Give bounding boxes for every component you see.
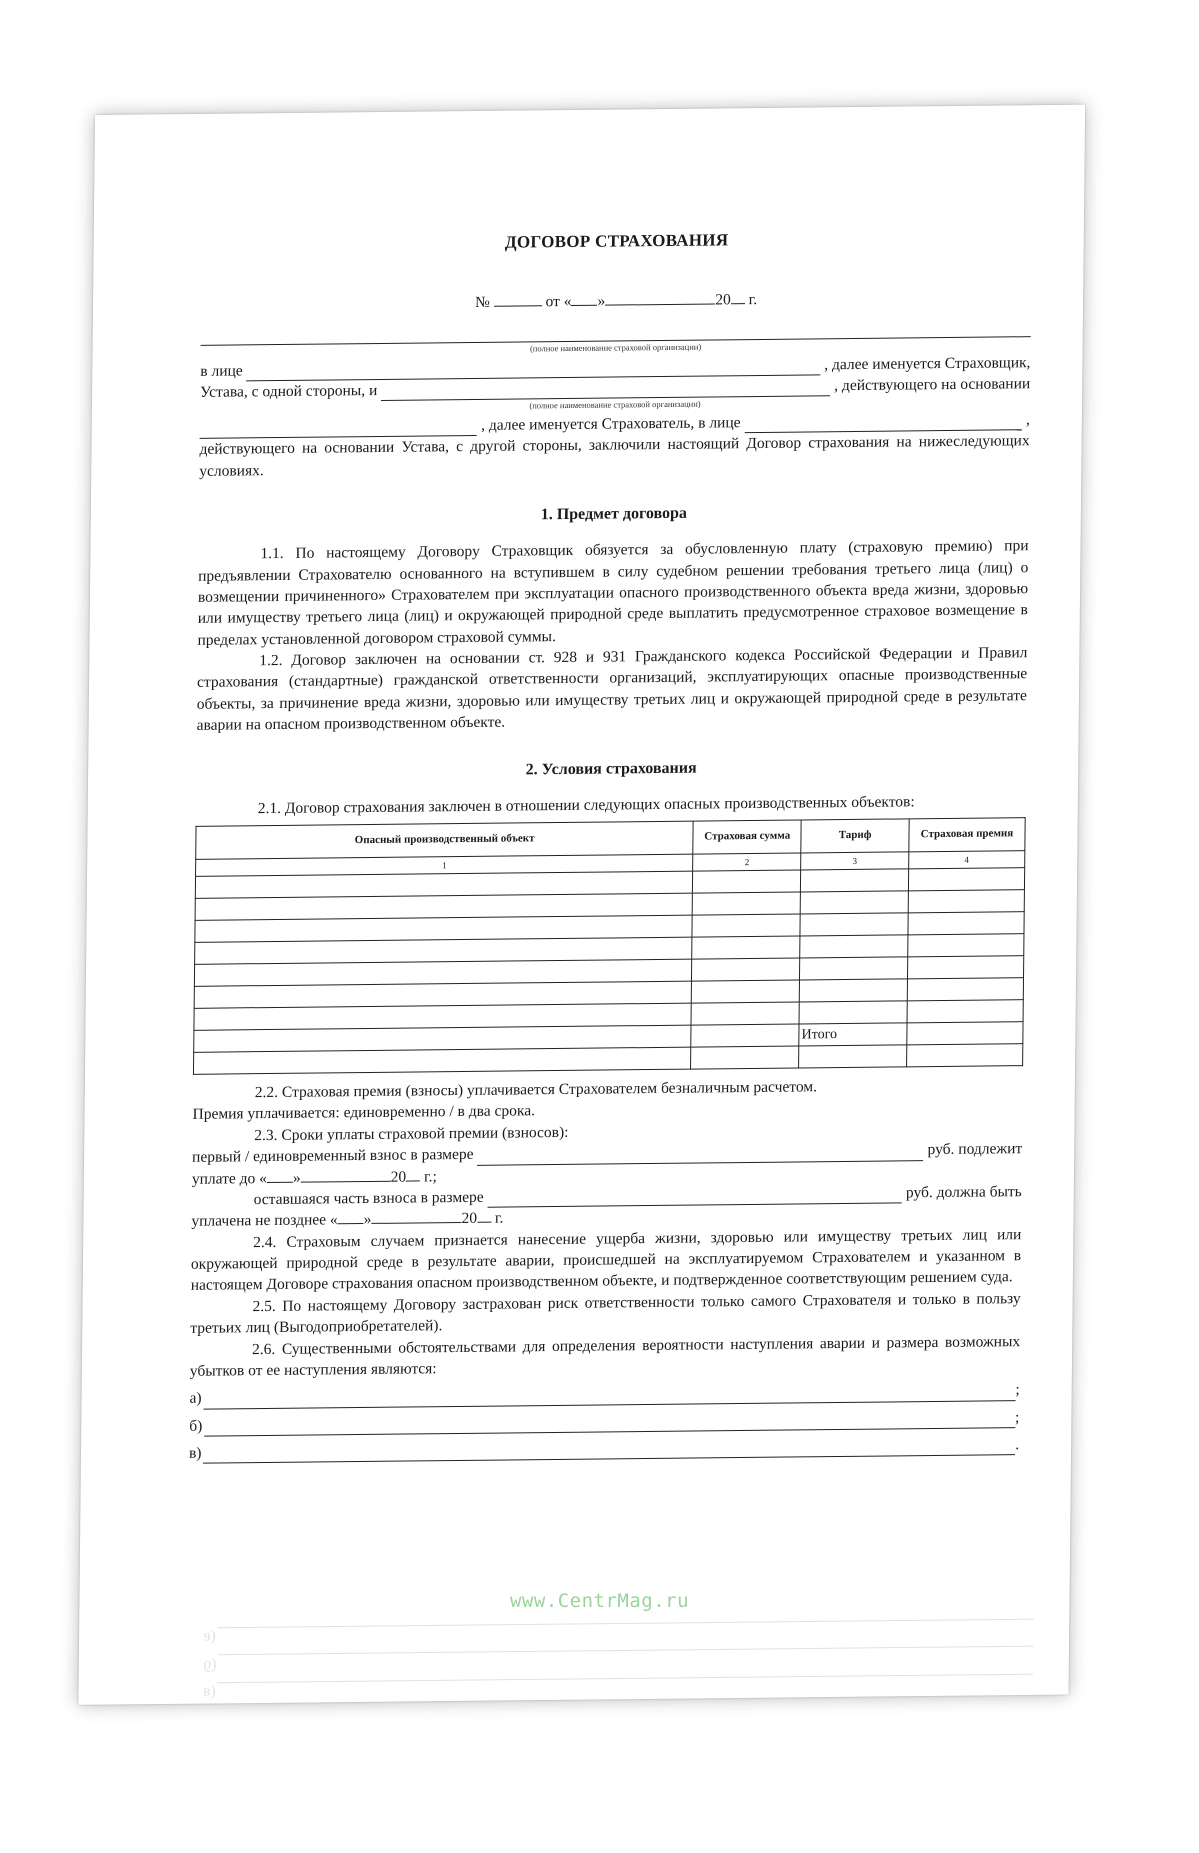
section2-heading: 2. Условия страхования [525, 759, 697, 778]
clause-2-1: 2.1. Договор страхования заключен в отношении следующих опасных производственных объектов: [257, 792, 915, 817]
insurer-named-text: , далее именуется Страховщик, [824, 353, 1031, 373]
first-installment-text: первый / единовременный взнос в размере [191, 1146, 474, 1166]
col-header-premium: Страховая премия [909, 818, 1025, 852]
clause-1-1: 1.1. По настоящему Договору Страховщик обязуется за обусловленную плату (страховую премию) при предъявлении Страхователю основанного на вступившем в силу судебном решении требования третьего лица (лиц) о возмещении причиненного» Страхователем при эксплуатации опасного производственного объекта вреда жизни, здоровью или имуществу третьего лица (лиц) и окружающей природной среде выплатить предусмотренное страховое возмещение в пределах установленной договором страховой суммы. [197, 537, 1029, 649]
clause-2-3: 2.3. Сроки уплаты страховой премии (взносов): [254, 1123, 569, 1144]
col-number-4: 4 [909, 851, 1025, 869]
year-prefix: 20 [715, 291, 731, 309]
day-blank[interactable] [571, 291, 597, 306]
number-sign: № [474, 294, 490, 312]
reflection-fade [0, 1705, 1199, 1853]
col-number-3: 3 [801, 852, 909, 870]
insured-row: , далее именуется Страхователь, в лице , [200, 409, 1030, 439]
list-item: в) . [189, 1434, 1019, 1464]
date-quote: » [597, 293, 606, 311]
clause-2-2: 2.2. Страховая премия (взносы) уплачивается Страхователем безналичным расчетом. [254, 1078, 818, 1102]
col-number-2: 2 [693, 853, 801, 871]
objects-table [193, 817, 1026, 1075]
clause-2-4: 2.4. Страховым случаем признается нанесение ущерба жизни, здоровью или имуществу третьих лиц или окружающей природной среде в результате аварии, происшедшей на эксплуатируемом Страхователем и указанном в настоящем Договоре страхования опасном производственном объекте, и подтвержденное соответствующим решением суда. [190, 1225, 1022, 1295]
insured-caption: (полное наименование страховой организации) [529, 398, 701, 411]
clause-2-6: 2.6. Существенными обстоятельствами для определения вероятности наступления аварии и размера возможных убытков от ее наступления являются: [189, 1332, 1021, 1380]
number-blank[interactable] [494, 292, 542, 308]
total-value[interactable] [907, 1022, 1023, 1045]
watermark: www.CentrMag.ru [509, 1590, 690, 1612]
section1-heading: 1. Предмет договора [540, 504, 688, 524]
v-lice-label: в лице [200, 361, 243, 380]
number-date-line [201, 287, 1031, 317]
insurer-caption: (полное наименование страховой организации) [529, 341, 702, 354]
document-title: ДОГОВОР СТРАХОВАНИЯ [504, 230, 729, 252]
second-installment-rub: руб. должна быть [905, 1183, 1022, 1202]
first-installment-date: уплате до « » 20 г.; [191, 1167, 437, 1188]
clause-1-2: 1.2. Договор заключен на основании ст. 928 и 931 Гражданского кодекса Российской Федерации и Правил страхования (стандартные) гражданской ответственности организаций, эксплуатирующих опасные производственные объекты, за причинение вреда жизни, здоровью или имуществу третьих лиц и окружающей природной среде в результате аварии на опасном производственном объекте. [196, 644, 1028, 735]
parties-closing: действующего на основании Устава, с другой стороны, заключили настоящий Договор страхования на нижеследующих условиях. [199, 432, 1030, 480]
first-installment-rub: руб. подлежит [927, 1140, 1023, 1159]
second-installment-date: уплачена не позднее « » 20 г. [191, 1209, 504, 1231]
acting-basis-text: , действующего на основании [834, 375, 1031, 395]
ustav-one-side-text: Устава, с одной стороны, и [200, 381, 378, 401]
list-item: а) ; [189, 1379, 1019, 1409]
col-header-sum: Страховая сумма [693, 820, 801, 854]
clause-2-2-payment: Премия уплачивается: единовременно / в два срока. [192, 1102, 536, 1124]
col-header-tariff: Тариф [801, 819, 909, 853]
second-installment-text: оставшаяся часть взноса в размере [253, 1188, 484, 1209]
year-suffix: г. [748, 291, 758, 309]
year-blank[interactable] [731, 290, 745, 305]
page-reflection: в) б) а) [95, 1705, 1085, 1853]
insured-named-text: , далее именуется Страхователь, в лице [481, 414, 741, 434]
month-blank[interactable] [605, 290, 715, 306]
total-label: Итого [799, 1023, 907, 1046]
document-page [78, 105, 1085, 1705]
clause-2-5: 2.5. По настоящему Договору застрахован риск ответственности только самого Страхователя и только в пользу третьих лиц (Выгодоприобретателей). [190, 1289, 1021, 1337]
list-item: б) ; [189, 1407, 1019, 1437]
col-number-1: 1 [196, 854, 694, 876]
document-content [189, 225, 1032, 1464]
col-header-object: Опасный производственный объект [196, 821, 694, 859]
date-prefix: от « [545, 293, 572, 311]
